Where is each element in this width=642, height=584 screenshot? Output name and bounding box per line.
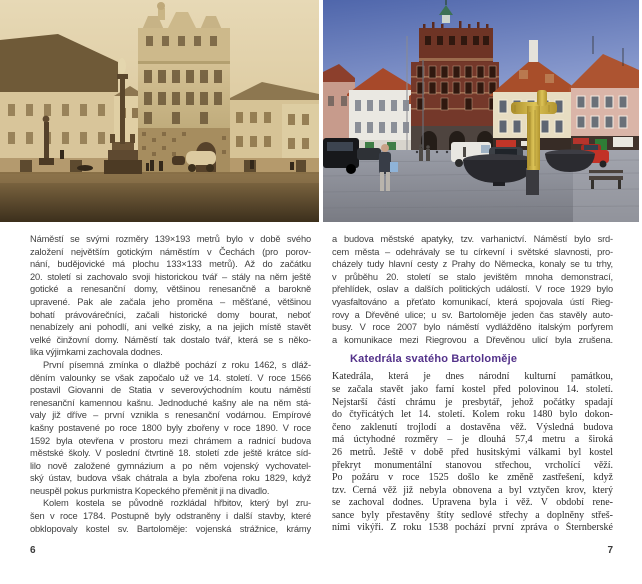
historic-photo [0,0,319,222]
town-hall-historic [138,2,230,176]
paragraph-cathedral: Katedrála, která je dnes národní kulturní památkou, se začala stavět jako farní kostel před polovinou 14. století. Nejstarší částí chrámu je presbytář, jehož počátky spadají do čtyřicátých let 14. století. Kolem roku 1480 bylo dokon- čeno zaklenutí trojlodí a dostavěna věž. Výsledná budova má úctyhodné rozměry – je dlouhá 57,4 metru a široká 26 metrů. Ještě v době před husitskými válkami byl kostel překryt monumentální stanovou střechou, vrcholící věží. Po požáru v roce 1525 došlo ke změně zastřešení, když tzv. Černá věž již nebyla obnovena a byl vztyčen krov, který se zachoval dodnes. Upravena byla i věž. V období rene- sance byly přestavěny štíty sedlové střechy a doplněny střeš- ními vikýři. Z roku 1538 pochází první zpráva o Šternberské [332,371,613,534]
right-text-column [332,233,613,535]
section-heading-cathedral: Katedrála svatého Bartoloměje [350,353,518,366]
page-number-right: 7 [607,545,613,556]
left-text-column [30,233,311,535]
square-ground-historic [0,172,319,222]
right-buildings-historic [230,82,319,176]
paragraph-cemetery: Kolem kostela se původně rozkládal hřbitov, který byl zru- šen v roce 1784. Postupně byly odstraněny i další stavby, které obklopovaly kostel sv. Bartoloměje: vojenská strážnice, krámy [30,498,311,534]
paragraph-square-continued: a budova městské apatyky, tzv. varhanictví. Náměstí bylo srd- cem města – odehrávaly se tu církevní i světské slavnosti, pro- cházely tudy hlavní cesty z Prahy do Německa, konaly se tu trhy, v průběhu 20. století se stalo jevištěm mnoha demonstrací, přehlídek, oslav a dalších politických událostí. V roce 1929 bylo vyasfaltováno a přeťato komunikací, která spojovala ústí Rieg- rovy a Dřevěné ulice; u sv. Bartoloměje jeden čas stavěly auto- busy. V roce 2007 bylo náměstí vydlážděno italským porfyrem a komunikace mezi Riegrovou a Dřevěnou ulicí byla zrušena. [332,234,613,345]
paragraph-square-dimensions: Náměstí se svými rozměry 139×193 metrů bylo v době svého založení největším gotickým náměstím v Čechách (pro porov- nání, budějovické má plochu 133×133 metrů). Až do začátku 20. století si zachovalo svoji historickou tvář – stály na něm ještě gotické a renesanční domy, většinou renesančně a barokně upravené. Pak ale začala jeho proměna – měšťané, většinou bohatí právovárečníci, začali historické domy bourat, neboť nenabízely ani pohodlí, ani velké zisky, a na jejich místě stavět velké činžovní domy. Náměstí tak dostalo tvář, která se s něko- lika výjimkami zachovala dodnes. [30,234,311,358]
modern-photo [323,0,639,222]
page-number-left: 6 [30,545,36,556]
paragraph-pavement-history: První písemná zmínka o dlažbě pochází z roku 1462, s dláž- děním valounky se však započalo už ve 14. století. V roce 1566 postavil Giovanni de Statia v severovýchodním koutu náměstí renesanční kamennou kašnu. Jednoduché kašny ale na něm stá- valy již dříve – první vznikla s renesanční vodárnou. Empírové kašny postavené po roce 1800 byly zbořeny v roce 1890. V roce 1592 byla otevřena v prostoru mezi chrámem a radnicí budova městské školy. V poslední čtvrtině 18. století zde ještě krátce síd- lilo nově založené gymnázium a po něm vojenský vychovatel- ský ústav, budova však chátrala a byla zbořena roku 1829, když neuspěl pokus purkmistra Kopeckého přeměnit ji na divadlo. [30,359,311,496]
